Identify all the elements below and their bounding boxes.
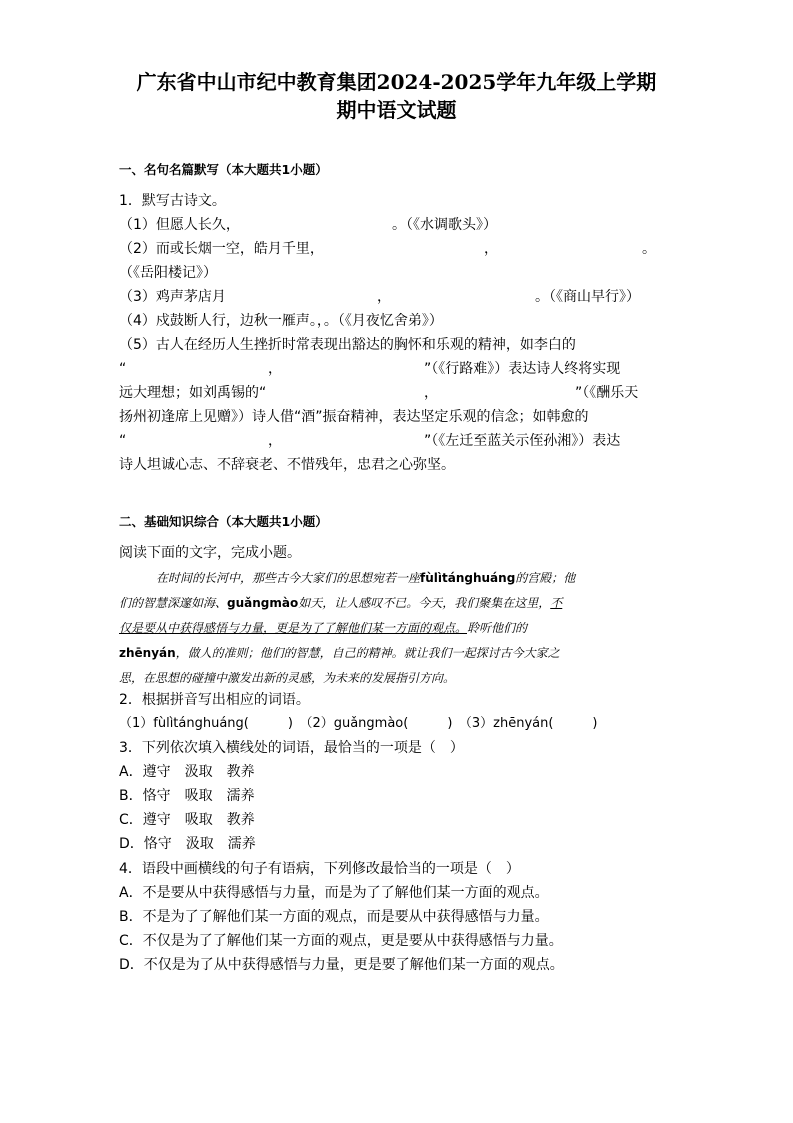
q1-line8: 扬州初逢席上见赠》）诗人借“酒”振奋精神，表达坚定乐观的信念；如韩愈的 bbox=[119, 409, 589, 425]
q4-option-d[interactable]: D．不仅是为了从中获得感悟与力量，更是要了解他们某一方面的观点。 bbox=[119, 957, 564, 973]
q3-option-d[interactable]: D．恪守 汲取 濡养 bbox=[119, 836, 256, 852]
q1-line7-end: ”（《酬乐天 bbox=[575, 385, 639, 401]
q3-option-a[interactable]: A．遵守 汲取 教养 bbox=[119, 764, 255, 780]
question3: 3．下列依次填入横线处的词语，最恰当的一项是（ ） bbox=[119, 740, 464, 756]
q1-line2-period: 。 bbox=[642, 241, 656, 257]
q4-option-b[interactable]: B．不是为了了解他们某一方面的观点，而是要从中获得感悟与力量。 bbox=[119, 909, 549, 925]
passage-row bbox=[119, 641, 667, 666]
q1-line1-end: 。（《水调歌头》） bbox=[392, 217, 497, 233]
reading-intro: 阅读下面的文字，完成小题。 bbox=[119, 545, 301, 561]
question1-label: 1．默写古诗文。 bbox=[119, 193, 226, 209]
q1-line5: （5）古人在经历人生挫折时常表现出豁达的胸怀和乐观的精神，如李白的 bbox=[119, 337, 576, 353]
pinyin-fulitanghuang: fùlìtánghuáng bbox=[420, 571, 516, 585]
q1-line10: 诗人坦诚心志、不辞衰老、不惜残年，忠君之心弥坚。 bbox=[119, 457, 455, 473]
passage-text: 思，在思想的碰撞中激发出新的灵感，为未来的发展指引方向。 bbox=[119, 671, 456, 685]
passage-text: 聆听他们的 bbox=[467, 621, 528, 635]
q1-line3-end: 。（《商山早行》） bbox=[535, 289, 640, 305]
q1-line7-comma: ， bbox=[424, 385, 438, 401]
underlined-sentence: 不 bbox=[550, 596, 563, 610]
q1-line7-start: 远大理想；如刘禹锡的“ bbox=[119, 385, 267, 401]
q1-line2-comma: ， bbox=[484, 241, 498, 257]
passage-row bbox=[119, 591, 667, 616]
passage-row bbox=[119, 566, 667, 591]
q1-line2-source: （《岳阳楼记》） bbox=[119, 265, 217, 281]
q1-line6-quote: “ bbox=[119, 361, 127, 377]
exam-title-line2: 期中语文试题 bbox=[336, 98, 457, 122]
passage-text: ，做人的准则；他们的智慧，自己的精神。就让我们一起探讨古今大家之 bbox=[175, 646, 560, 660]
passage-text: 的宫殿；他 bbox=[515, 571, 576, 585]
pinyin-guangmao: guǎngmào bbox=[227, 596, 299, 610]
q1-line6-end: ”（《行路难》）表达诗人终将实现 bbox=[424, 361, 621, 377]
section2-heading: 二、基础知识综合（本大题共1小题） bbox=[119, 514, 328, 529]
passage-text: 在时间的长河中，那些古今大家们的思想宛若一座 bbox=[156, 571, 421, 585]
underlined-sentence: 仅是要从中获得感悟与力量，更是为了了解他们某一方面的观点。 bbox=[119, 621, 468, 635]
q3-option-c[interactable]: C．遵守 吸取 教养 bbox=[119, 812, 255, 828]
q4-option-c[interactable]: C．不仅是为了了解他们某一方面的观点，更是要从中获得感悟与力量。 bbox=[119, 933, 563, 949]
question2: 2．根据拼音写出相应的词语。 bbox=[119, 692, 310, 708]
reading-passage bbox=[119, 566, 667, 691]
exam-title-line1: 广东省中山市纪中教育集团2024-2025学年九年级上学期 bbox=[136, 70, 657, 94]
q1-line4: （4）戍鼓断人行，边秋一雁声。，。（《月夜忆舍弟》） bbox=[119, 313, 443, 329]
q3-option-b[interactable]: B．恪守 吸取 濡养 bbox=[119, 788, 255, 804]
q1-line9-quote: “ bbox=[119, 433, 127, 449]
q1-line6-comma: ， bbox=[268, 361, 282, 377]
q1-line3-comma: ， bbox=[377, 289, 391, 305]
pinyin-zhenyan: zhēnyán bbox=[119, 646, 176, 660]
question4: 4．语段中画横线的句子有语病，下列修改最恰当的一项是（ ） bbox=[119, 861, 520, 877]
q1-line1-start: （1）但愿人长久， bbox=[119, 217, 240, 233]
passage-row bbox=[119, 616, 667, 641]
question2-options: （1）fùlìtánghuáng( ) （2）guǎngmào( ) （3）zhēnyán( ) bbox=[119, 716, 598, 731]
q1-line2-start: （2）而或长烟一空，皓月千里， bbox=[119, 241, 324, 257]
q1-line9-end: ”（《左迁至蓝关示侄孙湘》）表达 bbox=[424, 433, 621, 449]
q4-option-a[interactable]: A．不是要从中获得感悟与力量，而是为了了解他们某一方面的观点。 bbox=[119, 885, 549, 901]
q1-line9-comma: ， bbox=[268, 433, 282, 449]
passage-text: 们的智慧深邃如海、 bbox=[119, 596, 228, 610]
section1-heading: 一、名句名篇默写（本大题共1小题） bbox=[119, 162, 328, 177]
q1-line3-start: （3）鸡声茅店月 bbox=[119, 289, 226, 305]
passage-text: 如天，让人感叹不已。今天，我们聚集在这里， bbox=[298, 596, 551, 610]
